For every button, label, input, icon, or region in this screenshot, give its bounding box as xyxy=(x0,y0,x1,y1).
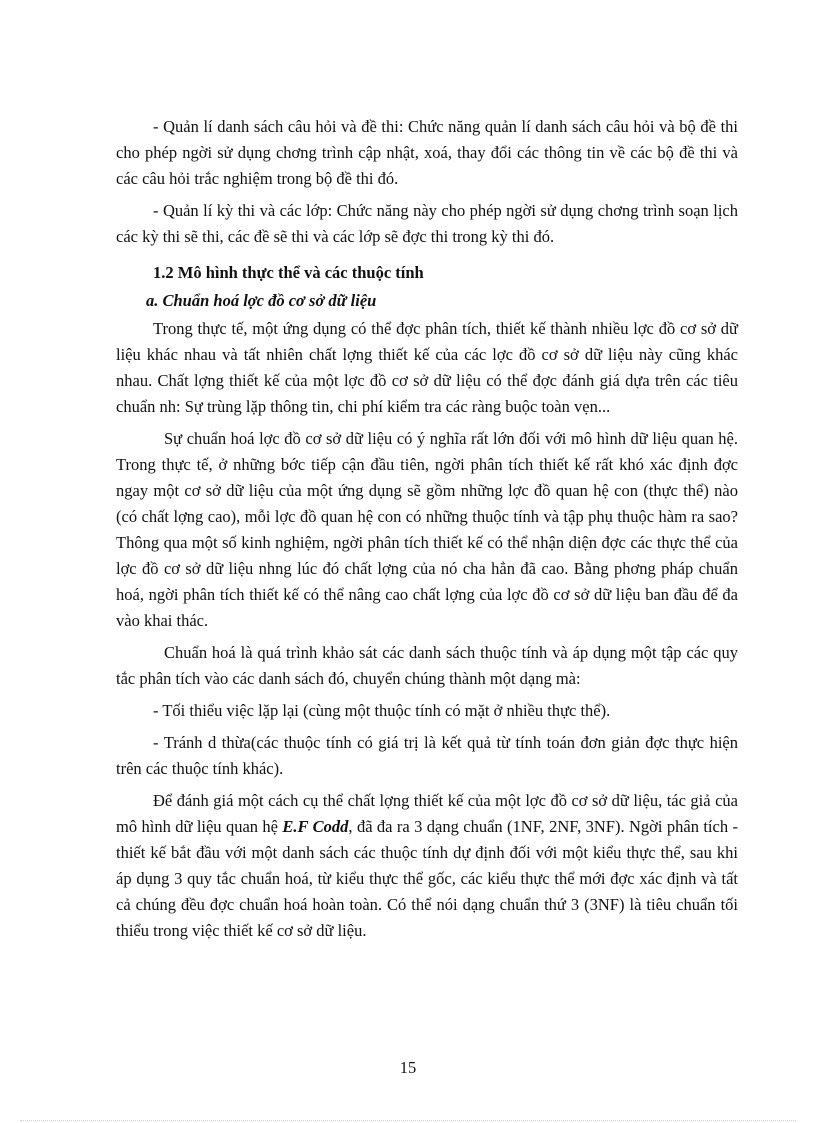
section-heading: 1.2 Mô hình thực thể và các thuộc tính xyxy=(153,263,424,282)
footer-divider xyxy=(20,1120,796,1121)
paragraph-exam-management: - Quản lí kỳ thi và các lớp: Chức năng này cho phép ngời sử dụng chơng trình soạn lịch các kỳ thi sẽ thi, các đề sẽ thi và các lớp sẽ đợc thi trong kỳ thi đó. xyxy=(116,201,738,246)
page-body xyxy=(116,114,738,944)
normal-forms-text-end: , đã đa ra 3 dạng chuẩn (1NF, 2NF, 3NF). Ngời phân tích - thiết kế bắt đầu với một danh sách các thuộc tính dự định đối với một kiểu thực thể, sau khi áp dụng 3 quy tắc chuẩn hoá, từ kiểu thực thể gốc, các kiểu thực thể mới đợc xác định và tất cả chúng đều đợc chuẩn hoá hoàn toàn. Có thể nói dạng chuẩn thứ 3 (3NF) là tiêu chuẩn tối thiểu trong việc thiết kế cơ sở dữ liệu. xyxy=(116,817,738,940)
bullet-avoid-redundancy: - Tránh d thừa(các thuộc tính có giá trị là kết quả từ tính toán đơn giản đợc thực hiện trên các thuộc tính khác). xyxy=(116,733,738,778)
paragraph-normalization-meaning: Sự chuẩn hoá lợc đồ cơ sở dữ liệu có ý nghĩa rất lớn đối với mô hình dữ liệu quan hệ. Trong thực tế, ở những bớc tiếp cận đầu tiên, ngời phân tích thiết kế rất khó xác định đợc ngay một cơ sở dữ liệu của một ứng dụng sẽ gồm những lợc đồ quan hệ con (thực thể) nào (có chất lợng cao), mỗi lợc đồ quan hệ con có những thuộc tính và tập phụ thuộc hàm ra sao? Thông qua một số kinh nghiệm, ngời phân tích thiết kế có thể nhận diện đợc các thực thể của lợc đồ cơ sở dữ liệu nhng lúc đó chất lợng của nó cha hẳn đã cao. Bằng phơng pháp chuẩn hoá, ngời phân tích thiết kế có thể nâng cao chất lợng của lợc đồ cơ sở dữ liệu ban đầu để đa vào khai thác. xyxy=(116,429,738,630)
paragraph-normal-forms xyxy=(116,788,738,944)
paragraph-question-management: - Quản lí danh sách câu hỏi và đề thi: Chức năng quản lí danh sách câu hỏi và bộ đề thi cho phép ngời sử dụng chơng trình cập nhật, xoá, thay đổi các thông tin về các bộ đề thi và các câu hỏi trắc nghiệm trong bộ đề thi đó. xyxy=(116,117,738,188)
paragraph-schema-design: Trong thực tế, một ứng dụng có thể đợc phân tích, thiết kế thành nhiều lợc đồ cơ sở dữ liệu khác nhau và tất nhiên chất lợng thiết kế của các lợc đồ cơ sở dữ liệu này cũng khác nhau. Chất lợng thiết kế của một lợc đồ cơ sở dữ liệu có thể đợc đánh giá dựa trên các tiêu chuẩn nh: Sự trùng lặp thông tin, chi phí kiểm tra các ràng buộc toàn vẹn... xyxy=(116,319,738,416)
normal-forms-text-start: Để đánh giá một cách cụ thể chất lợng thiết kế của một lợc đồ cơ sở dữ liệu, tác giả của mô hình dữ liệu quan hệ xyxy=(116,791,738,836)
author-name: E.F Codd xyxy=(282,817,349,836)
page-number: 15 xyxy=(399,1058,417,1077)
subsection-heading: a. Chuẩn hoá lợc đồ cơ sở dữ liệu xyxy=(146,291,377,310)
bullet-minimize-repetition: - Tối thiểu việc lặp lại (cùng một thuộc tính có mặt ở nhiều thực thể). xyxy=(153,701,611,720)
paragraph-normalization-definition: Chuẩn hoá là quá trình khảo sát các danh sách thuộc tính và áp dụng một tập các quy tắc phân tích vào các danh sách đó, chuyển chúng thành một dạng mà: xyxy=(116,643,738,688)
